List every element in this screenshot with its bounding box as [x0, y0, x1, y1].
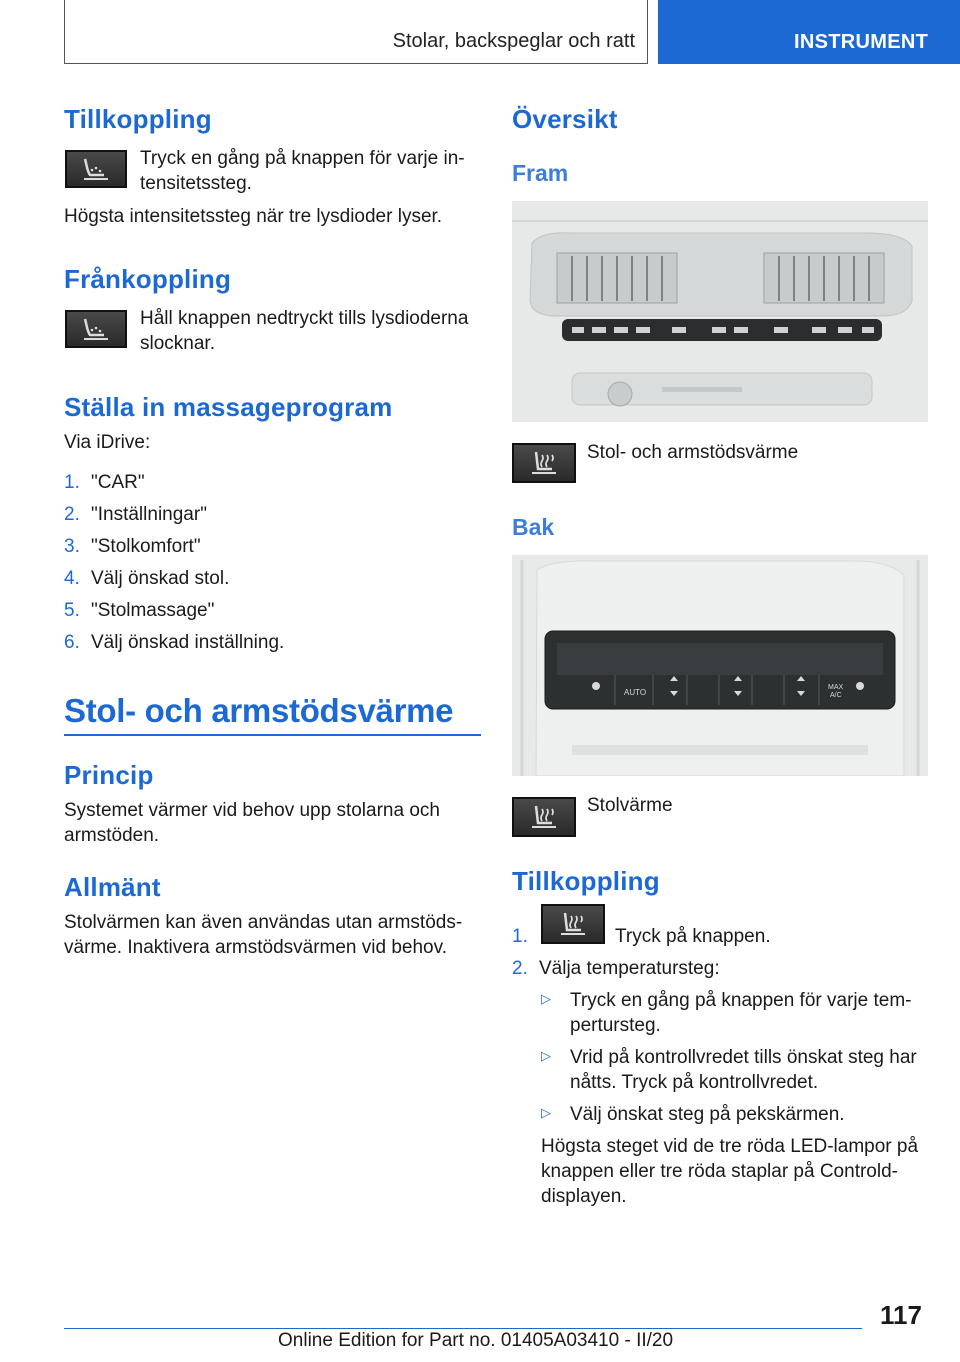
header-section-tab[interactable]: [658, 0, 960, 64]
chapter-rule: [64, 734, 481, 736]
allmant-text: Stolvärmen kan även användas utan armstöds- värme. Inaktivera armstödsvärmen vid behov.: [64, 912, 463, 958]
step1-text: Tryck på knappen.: [615, 926, 771, 947]
bullet-item: ▷ Tryck en gång på knappen för varje tem- pertursteg.: [541, 990, 912, 1036]
allmant-heading: Allmänt: [64, 872, 161, 902]
bullet-item: ▷ Välj önskat steg på pekskärmen.: [541, 1104, 845, 1125]
fram-caption: Stol- och armstödsvärme: [587, 442, 799, 463]
massage-heading: Ställa in massageprogram: [64, 392, 393, 422]
right-tillkoppling-heading: Tillkoppling: [512, 866, 660, 896]
tillkoppling-note: Högsta intensitetssteg när tre lysdioder lyser.: [64, 206, 443, 227]
rear-console-photo: [512, 555, 928, 776]
bullet-item: ▷ Vrid på kontrollvredet tills önskat steg har nåtts. Tryck på kontrollvredet.: [541, 1047, 917, 1093]
tillkoppling-text: Tryck en gång på knappen för varje in- tensitetssteg.: [140, 148, 465, 194]
princip-heading: Princip: [64, 760, 154, 790]
footer-edition: Online Edition for Part no. 01405A03410 - II/20: [278, 1330, 674, 1351]
massage-intro: Via iDrive:: [64, 432, 151, 453]
header-chapter-box: [64, 0, 648, 64]
massage-button-icon: [65, 310, 127, 348]
seat-heating-icon: [512, 797, 576, 837]
svg-text:A/C: A/C: [830, 692, 842, 699]
seat-armrest-heating-icon: [512, 443, 576, 483]
frankoppling-text: Håll knappen nedtryckt tills lysdioderna slocknar.: [140, 308, 469, 354]
fram-heading: Fram: [512, 160, 569, 186]
chapter-title: Stol- och armstödsvärme: [64, 692, 454, 729]
massage-button-icon: [65, 150, 127, 188]
princip-text: Systemet värmer vid behov upp stolarna och armstöden.: [64, 800, 440, 846]
triangle-bullet-icon: ▷: [541, 1048, 551, 1063]
page-number: 117: [880, 1300, 922, 1330]
triangle-bullet-icon: ▷: [541, 1105, 551, 1120]
tillkoppling-heading: Tillkoppling: [64, 104, 212, 134]
footer-rule: [64, 1328, 862, 1329]
triangle-bullet-icon: ▷: [541, 991, 551, 1006]
front-console-photo: [512, 201, 928, 422]
oversikt-heading: Översikt: [512, 104, 618, 134]
header-section-label: INSTRUMENT: [794, 31, 929, 53]
right-note: Högsta steget vid de tre röda LED-lampor på knappen eller tre röda staplar på Controld- displayen.: [541, 1136, 919, 1207]
frankoppling-heading: Frånkoppling: [64, 264, 232, 294]
bak-caption: Stolvärme: [587, 795, 673, 816]
bak-heading: Bak: [512, 514, 555, 540]
svg-text:MAX: MAX: [828, 684, 844, 691]
header-chapter-title: Stolar, backspeglar och ratt: [392, 30, 635, 52]
seat-heating-button-icon: [541, 904, 605, 944]
svg-text:AUTO: AUTO: [624, 688, 647, 697]
